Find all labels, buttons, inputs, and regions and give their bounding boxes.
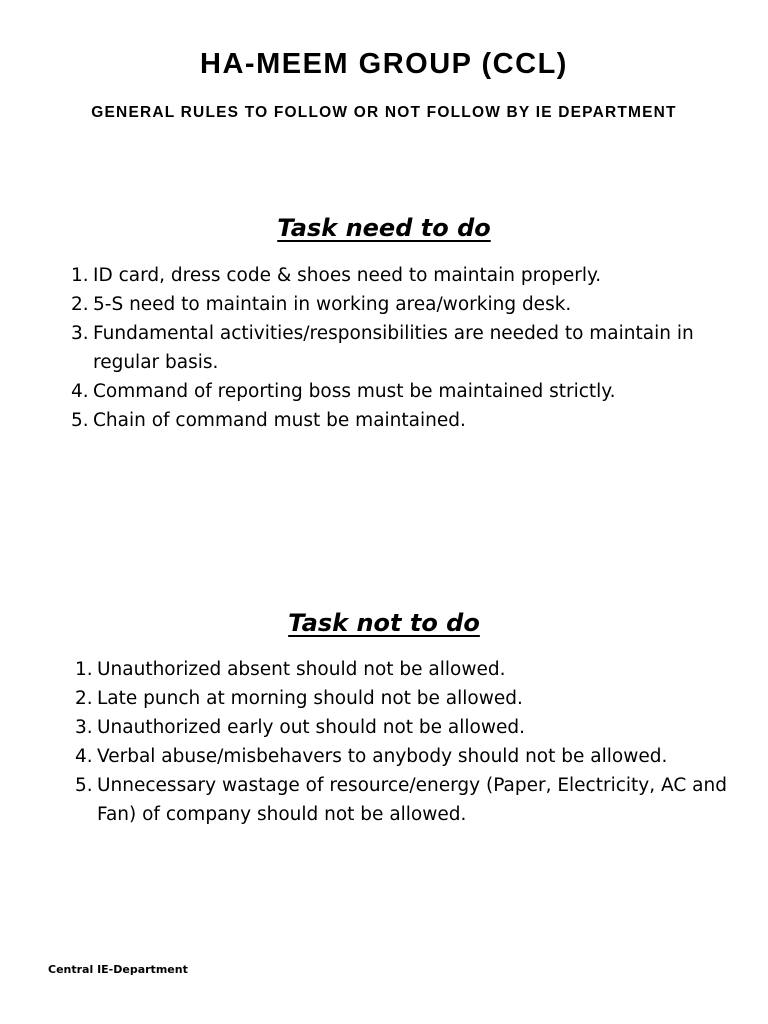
list-item	[71, 319, 731, 377]
list-item-number: 4.	[71, 381, 89, 402]
list-item-number: 3.	[75, 717, 93, 738]
list-item-text: Command of reporting boss must be maintained strictly.	[93, 381, 616, 402]
list-item	[75, 655, 735, 684]
list-item	[71, 261, 731, 290]
footer-department-label: Central IE-Department	[48, 963, 188, 976]
page-subtitle: GENERAL RULES TO FOLLOW OR NOT FOLLOW BY IE DEPARTMENT	[91, 104, 677, 121]
rules-list-need-to-do	[71, 261, 731, 435]
list-item	[75, 684, 735, 713]
list-item-text: Unauthorized early out should not be allowed.	[97, 717, 525, 738]
list-item-number: 4.	[75, 746, 93, 767]
list-item	[71, 377, 731, 406]
list-item-text: Late punch at morning should not be allowed.	[97, 688, 523, 709]
list-item-text: Fundamental activities/responsibilities are needed to maintain in regular basis.	[93, 323, 694, 373]
list-item	[71, 290, 731, 319]
list-item-text: Unauthorized absent should not be allowed.	[97, 659, 506, 680]
list-item-text: Chain of command must be maintained.	[93, 410, 466, 431]
list-item	[75, 742, 735, 771]
list-item-number: 2.	[75, 688, 93, 709]
list-item	[71, 406, 731, 435]
list-item-text: 5-S need to maintain in working area/working desk.	[93, 294, 572, 315]
list-item-number: 1.	[75, 659, 93, 680]
page-title: HA-MEEM GROUP (CCL)	[200, 48, 568, 80]
section-heading-task-need-to-do: Task need to do	[277, 214, 491, 242]
list-item-text: ID card, dress code & shoes need to maintain properly.	[93, 265, 602, 286]
list-item-number: 1.	[71, 265, 89, 286]
list-item	[75, 771, 735, 829]
list-item-number: 2.	[71, 294, 89, 315]
list-item	[75, 713, 735, 742]
list-item-number: 5.	[71, 410, 89, 431]
rules-list-not-to-do	[75, 655, 735, 829]
list-item-number: 5.	[75, 775, 93, 796]
list-item-text: Verbal abuse/misbehavers to anybody should not be allowed.	[97, 746, 668, 767]
list-item-text: Unnecessary wastage of resource/energy (Paper, Electricity, AC and Fan) of company should not be allowed.	[97, 775, 727, 825]
list-item-number: 3.	[71, 323, 89, 344]
section-heading-task-not-to-do: Task not to do	[288, 609, 480, 637]
